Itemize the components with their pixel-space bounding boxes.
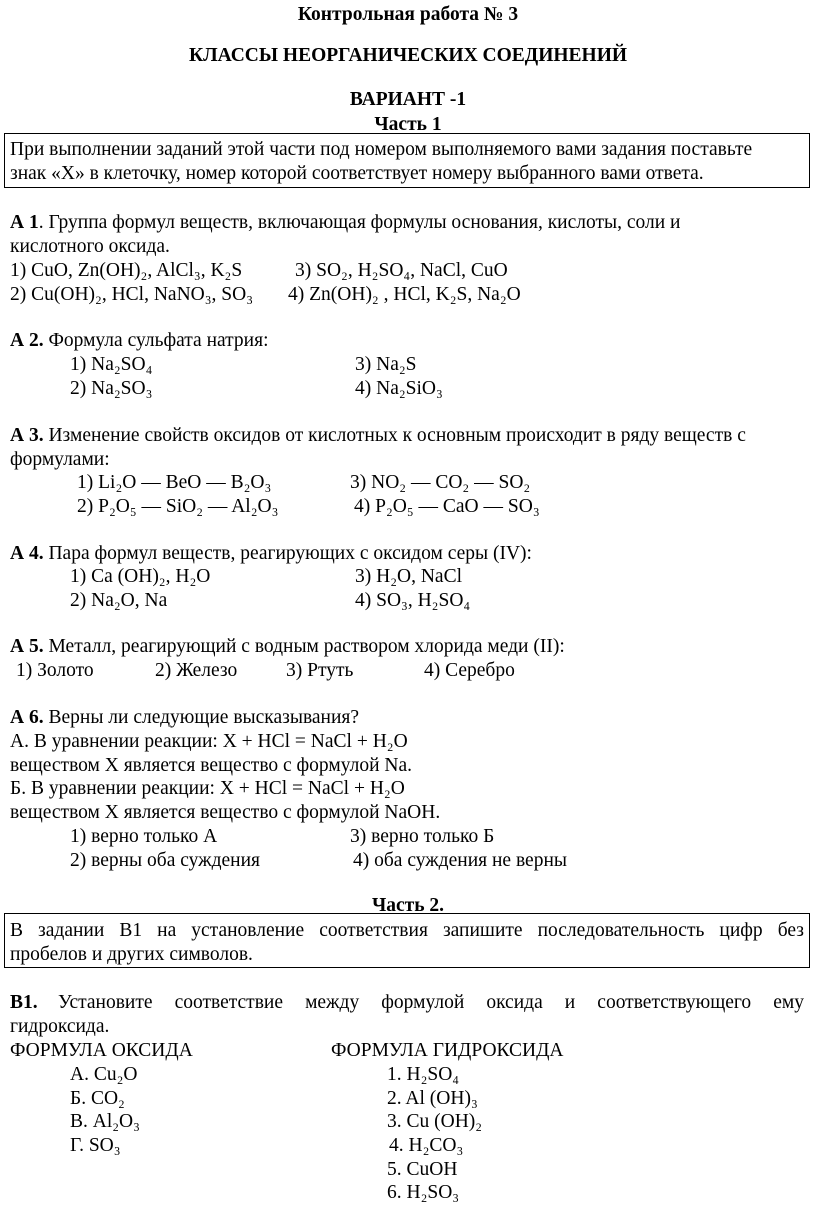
a4-option-1: 1) Ca (OH)₂, H₂O	[70, 566, 211, 587]
a3-option-1: 1) Li₂O — BeO — B₂O₃	[77, 472, 272, 493]
b1-hydroxide-6: 6. H₂SO₃	[387, 1182, 460, 1203]
a5-option-3: 3) Ртуть	[286, 660, 354, 681]
part1-heading: Часть 1	[374, 114, 442, 135]
question-a4-text: Пара формул веществ, реагирующих с оксидом серы (IV):	[43, 543, 532, 564]
question-a1-text-2: кислотного оксида.	[10, 236, 170, 257]
a1-option-3: 3) SO₂, H₂SO₄, NaCl, CuO	[295, 260, 508, 281]
part2-heading: Часть 2.	[371, 895, 445, 916]
a6-option-1: 1) верно только А	[70, 826, 218, 847]
a6-option-2: 2) верны оба суждения	[70, 850, 261, 871]
question-a5-text: Металл, реагирующий с водным раствором хлорида меди (II):	[43, 636, 565, 657]
a6-option-4: 4) оба суждения не верны	[353, 850, 567, 871]
a6-statement-1-cont: веществом Х является вещество с формулой Na.	[10, 755, 413, 776]
a2-option-3: 3) Na₂S	[355, 354, 417, 375]
question-a2-label: А 2.	[10, 330, 44, 351]
doc-subtitle: КЛАССЫ НЕОРГАНИЧЕСКИХ СОЕДИНЕНИЙ	[188, 45, 628, 66]
question-a6-label: А 6.	[10, 707, 44, 728]
a2-option-4: 4) Na₂SiO₃	[355, 378, 443, 399]
a6-statement-2: Б. В уравнении реакции: X + HCl = NaCl + H₂O	[10, 778, 405, 799]
question-a6-text: Верны ли следующие высказывания?	[43, 707, 360, 728]
b1-hydroxide-1: 1. H₂SO₄	[387, 1064, 460, 1085]
b1-oxide-a: А. Cu₂O	[70, 1064, 138, 1085]
question-a3	[10, 424, 746, 448]
a6-statement-1: А. В уравнении реакции: X + HCl = NaCl + H₂O	[10, 731, 408, 752]
instructions-2-line-2: пробелов и других символов.	[10, 944, 253, 965]
a1-option-1: 1) CuO, Zn(OH)₂, AlCl₃, K₂S	[10, 260, 243, 281]
question-a5	[10, 635, 565, 659]
instructions-1-line-1: При выполнении заданий этой части под номером выполняемого вами задания поставьте	[10, 139, 753, 160]
a4-option-3: 3) H₂O, NaCl	[355, 566, 462, 587]
question-a4-label: А 4.	[10, 543, 44, 564]
question-b1-text: Установите соответствие между формулой оксида и соответствующего ему	[58, 992, 804, 1013]
a5-option-2: 2) Железо	[155, 660, 238, 681]
a1-option-4: 4) Zn(OH)₂ , HCl, K₂S, Na₂O	[288, 284, 521, 305]
b1-column-left-heading: ФОРМУЛА ОКСИДА	[10, 1040, 193, 1061]
doc-title: Контрольная работа № 3	[297, 4, 519, 25]
a5-option-4: 4) Серебро	[424, 660, 515, 681]
question-a3-text-2: формулами:	[10, 449, 110, 470]
question-a1-text: . Группа формул веществ, включающая формулы основания, кислоты, соли и	[38, 212, 681, 233]
question-a5-label: А 5.	[10, 636, 44, 657]
question-a2	[10, 329, 268, 353]
question-a3-text: Изменение свойств оксидов от кислотных к основным происходит в ряду веществ с	[43, 425, 746, 446]
a5-option-1: 1) Золото	[16, 660, 94, 681]
a4-option-2: 2) Na₂O, Na	[70, 590, 168, 611]
b1-oxide-b: Б. CO₂	[70, 1088, 125, 1109]
b1-hydroxide-2: 2. Al (OH)₃	[387, 1088, 478, 1109]
a6-statement-2-cont: веществом Х является вещество с формулой NaOH.	[10, 802, 441, 823]
question-a1-label: А 1	[10, 212, 39, 233]
question-b1-text-2: гидроксида.	[10, 1016, 110, 1037]
a3-option-2: 2) P₂O₅ — SiO₂ — Al₂O₃	[77, 496, 279, 517]
a2-option-1: 1) Na₂SO₄	[70, 354, 153, 375]
b1-hydroxide-3: 3. Cu (OH)₂	[387, 1111, 483, 1132]
a1-option-2: 2) Cu(OH)₂, HCl, NaNO₃, SO₃	[10, 284, 254, 305]
b1-oxide-c: В. Al₂O₃	[70, 1111, 140, 1132]
a2-option-2: 2) Na₂SO₃	[70, 378, 153, 399]
question-a2-text: Формула сульфата натрия:	[43, 330, 269, 351]
question-b1-label: В1.	[10, 992, 38, 1013]
variant-heading: ВАРИАНТ -1	[349, 89, 467, 110]
a3-option-4: 4) P₂O₅ — CaO — SO₃	[354, 496, 540, 517]
instructions-1-line-2: знак «Х» в клеточку, номер которой соответствует номеру выбранного вами ответа.	[10, 163, 704, 184]
question-a1	[10, 211, 681, 235]
b1-hydroxide-4: 4. H₂CO₃	[389, 1135, 464, 1156]
question-a3-label: А 3.	[10, 425, 44, 446]
b1-oxide-d: Г. SO₃	[70, 1135, 121, 1156]
question-a4	[10, 542, 532, 566]
b1-column-right-heading: ФОРМУЛА ГИДРОКСИДА	[331, 1040, 564, 1061]
a3-option-3: 3) NO₂ — CO₂ — SO₂	[350, 472, 531, 493]
a6-option-3: 3) верно только Б	[350, 826, 495, 847]
question-a6	[10, 706, 359, 730]
b1-hydroxide-5: 5. CuOH	[387, 1159, 458, 1180]
a4-option-4: 4) SO₃, H₂SO₄	[355, 590, 471, 611]
instructions-2-line-1: В задании В1 на установление соответствия запишите последовательность цифр без	[10, 920, 804, 941]
